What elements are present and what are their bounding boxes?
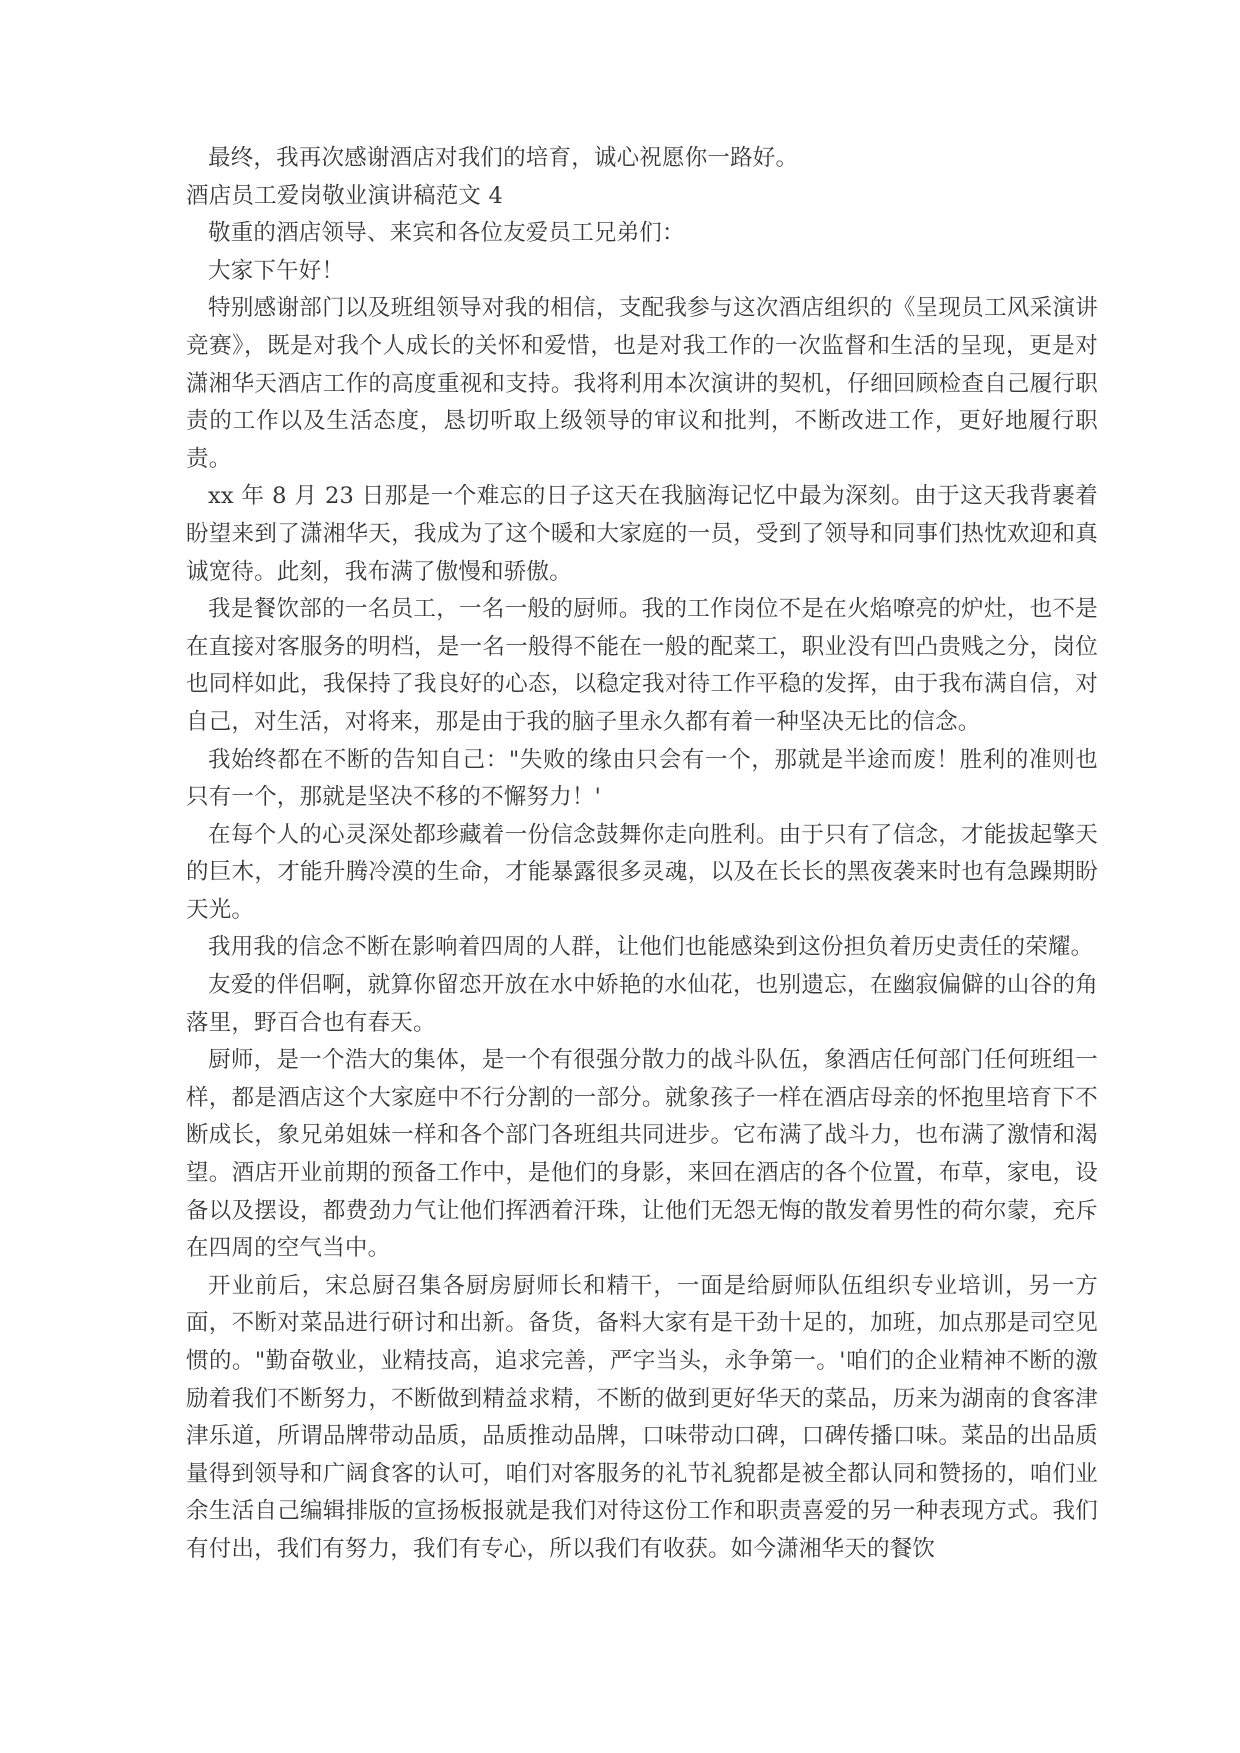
paragraph: 最终，我再次感谢酒店对我们的培育，诚心祝愿你一路好。 xyxy=(208,145,799,171)
paragraph: 在每个人的心灵深处都珍藏着一份信念鼓舞你走向胜利。由于只有了信念，才能拔起擎天的巨木，才能升腾冷漠的生命，才能暴露很多灵魂，以及在长长的黑夜袭来时也有急躁期盼天光。 xyxy=(186,821,1098,923)
paragraph: 大家下午好！ xyxy=(208,257,345,284)
paragraph: 我是餐饮部的一名员工，一名一般的厨师。我的工作岗位不是在火焰嘹亮的炉灶，也不是在直接对客服务的明档，是一名一般得不能在一般的配菜工，职业没有凹凸贵贱之分，岗位也同样如此，我保持了我良好的心态，以稳定我对待工作平稳的发挥，由于我布满自信，对自己，对生活，对将来，那是由于我的脑子里永久都有着一种坚决无比的信念。 xyxy=(186,596,1098,735)
paragraph: 特别感谢部门以及班组领导对我的相信，支配我参与这次酒店组织的《呈现员工风采演讲竞赛》，既是对我个人成长的关怀和爱惜，也是对我工作的一次监督和生活的呈现，更是对潇湘华天酒店工作的高度重视和支持。我将利用本次演讲的契机，仔细回顾检查自己履行职责的工作以及生活态度，恳切听取上级领导的审议和批判，不断改进工作，更好地履行职责。 xyxy=(186,295,1098,472)
section-heading: 酒店员工爱岗敬业演讲稿范文 4 xyxy=(186,182,503,209)
paragraph: 厨师，是一个浩大的集体，是一个有很强分散力的战斗队伍，象酒店任何部门任何班组一样，都是酒店这个大家庭中不行分割的一部分。就象孩子一样在酒店母亲的怀抱里培育下不断成长，象兄弟姐妹一样和各个部门各班组共同进步。它布满了战斗力，也布满了激情和渴望。酒店开业前期的预备工作中，是他们的身影，来回在酒店的各个位置，布草，家电，设备以及摆设，都费劲力气让他们挥洒着汗珠，让他们无怨无悔的散发着男性的荷尔蒙，充斥在四周的空气当中。 xyxy=(186,1047,1098,1262)
paragraph: 敬重的酒店领导、来宾和各位友爱员工兄弟们： xyxy=(208,220,685,247)
paragraph: xx 年 8 月 23 日那是一个难忘的日子这天在我脑海记忆中最为深刻。由于这天我背裹着盼望来到了潇湘华天，我成为了这个暖和大家庭的一员，受到了领导和同事们热忱欢迎和真诚宽待。此刻，我布满了傲慢和骄傲。 xyxy=(186,483,1098,585)
paragraph: 友爱的伴侣啊，就算你留恋开放在水中娇艳的水仙花，也别遗忘，在幽寂偏僻的山谷的角落里，野百合也有春天。 xyxy=(186,972,1098,1036)
document-text-block xyxy=(186,140,1098,1569)
paragraph: 我始终都在不断的告知自己："失败的缘由只会有一个，那就是半途而废！胜利的准则也只有一个，那就是坚决不移的不懈努力！' xyxy=(186,746,1098,811)
paragraph: 开业前后，宋总厨召集各厨房厨师长和精干，一面是给厨师队伍组织专业培训，另一方面，不断对菜品进行研讨和出新。备货，备料大家有是干劲十足的，加班，加点那是司空见惯的。"勤奋敬业，业精技高，追求完善，严字当头，永争第一。'咱们的企业精神不断的激励着我们不断努力，不断做到精益求精，不断的做到更好华天的菜品，历来为湖南的食客津津乐道，所谓品牌带动品质，品质推动品牌，口味带动口碑，口碑传播口味。菜品的出品质量得到领导和广阔食客的认可，咱们对客服务的礼节礼貌都是被全都认同和赞扬的，咱们业余生活自己编辑排版的宣扬板报就是我们对待这份工作和职责喜爱的另一种表现方式。我们有付出，我们有努力，我们有专心，所以我们有收获。如今潇湘华天的餐饮 xyxy=(186,1272,1098,1562)
paragraph: 我用我的信念不断在影响着四周的人群，让他们也能感染到这份担负着历史责任的荣耀。 xyxy=(208,934,1094,961)
